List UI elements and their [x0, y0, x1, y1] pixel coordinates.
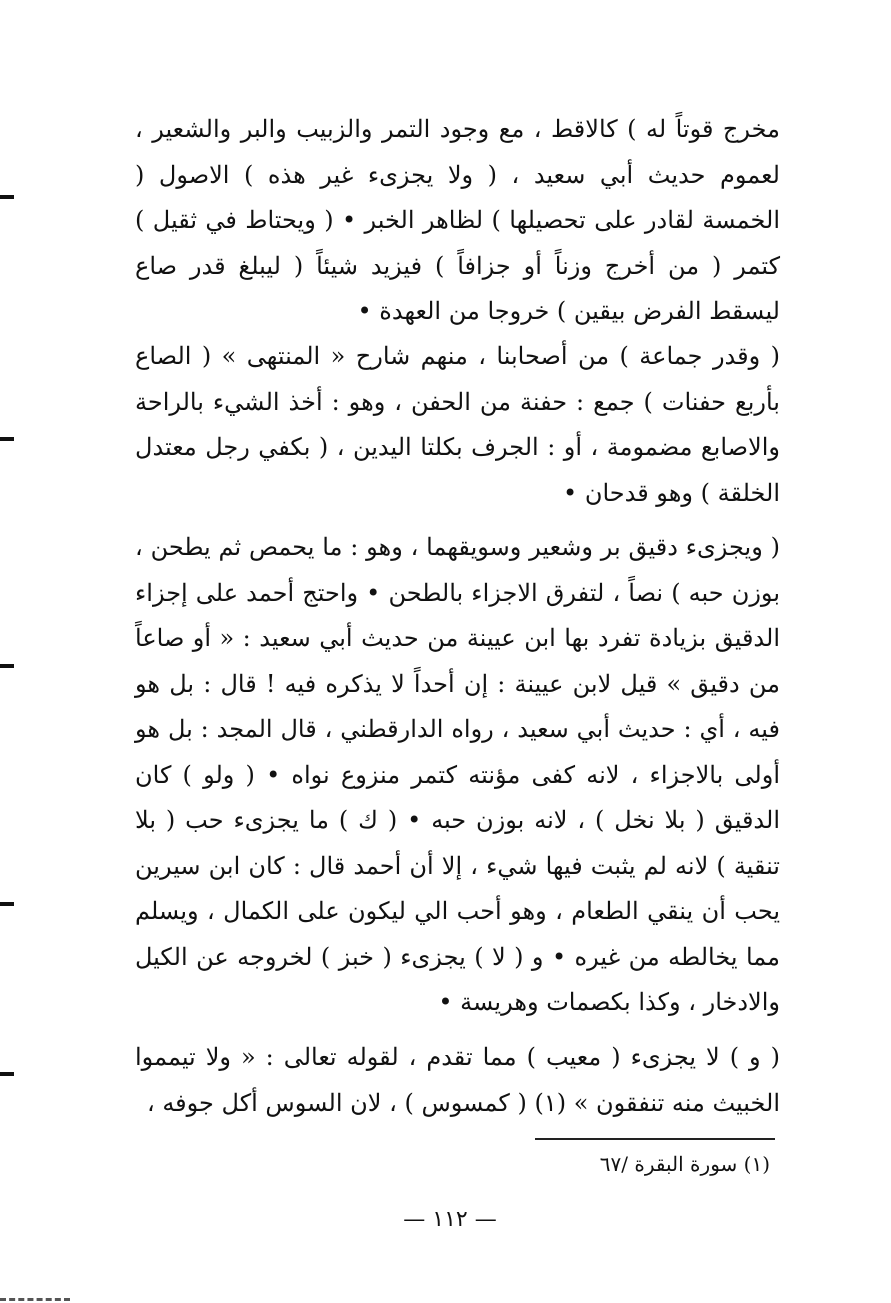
paragraph-text: ( و ) لا يجزىء ( معيب ) مما تقدم ، لقوله تعالى : « ولا تيمموا الخبيث منه تنفقون » (١) ( كمسوس ) ، لان السوس أكل جوفه ، — [135, 1043, 780, 1117]
body-paragraph-1 — [135, 107, 780, 335]
paragraph-text: مخرج قوتاً له ) كالاقط ، مع وجود التمر والزبيب والبر والشعير ، لعموم حديث أبي سعيد ، ( ولا يجزىء غير هذه ) الاصول ( الخمسة لقادر على تحصيلها ) لظاهر الخبر • ( ويحتاط في ثقيل ) كتمر ( من أخرج وزناً أو جزافاً ) فيزيد شيئاً ( ليبلغ قدر صاع ليسقط الفرض بيقين ) خروجا من العهدة • — [135, 115, 780, 325]
margin-mark — [0, 437, 14, 441]
body-paragraph-3 — [135, 525, 780, 1026]
margin-mark — [0, 902, 14, 906]
body-paragraph-4 — [135, 1035, 780, 1126]
body-paragraph-2 — [135, 334, 780, 516]
paragraph-text: ( ويجزىء دقيق بر وشعير وسويقهما ، وهو : ما يحمص ثم يطحن ، بوزن حبه ) نصاً ، لتفرق الاجزاء بالطحن • واحتج أحمد على إجزاء الدقيق بزيادة تفرد بها ابن عيينة من حديث أبي سعيد : « أو صاعاً من دقيق » قيل لابن عيينة : إن أحداً لا يذكره فيه ! قال : بل هو فيه ، أي : حديث أبي سعيد ، رواه الدارقطني ، قال المجد : بل هو أولى بالاجزاء ، لانه كفى مؤنته كتمر منزوع نواه • ( ولو ) كان الدقيق ( بلا نخل ) ، لانه بوزن حبه • ( ك ) ما يجزىء حب ( بلا تنقية ) لانه لم يثبت فيها شيء ، إلا أن أحمد قال : كان ابن سيرين يحب أن ينقي الطعام ، وهو أحب الي ليكون على الكمال ، ويسلم مما يخالطه من غيره • و ( لا ) يجزىء ( خبز ) لخروجه عن الكيل والادخار ، وكذا بكصمات وهريسة • — [135, 533, 780, 1016]
scan-edge-dashes — [0, 1298, 70, 1301]
paragraph-text: ( وقدر جماعة ) من أصحابنا ، منهم شارح « المنتهى » ( الصاع بأربع حفنات ) جمع : حفنة من الحفن ، وهو : أخذ الشيء بالراحة والاصابع مضمومة ، أو : الجرف بكلتا اليدين ، ( بكفي رجل معتدل الخلقة ) وهو قدحان • — [135, 342, 780, 507]
margin-mark — [0, 195, 14, 199]
footnote: (١) سورة البقرة /٦٧ — [599, 1152, 770, 1176]
page-number: — ١١٢ — — [403, 1207, 497, 1232]
margin-mark — [0, 664, 14, 668]
margin-mark — [0, 1072, 14, 1076]
footnote-divider — [535, 1138, 775, 1140]
